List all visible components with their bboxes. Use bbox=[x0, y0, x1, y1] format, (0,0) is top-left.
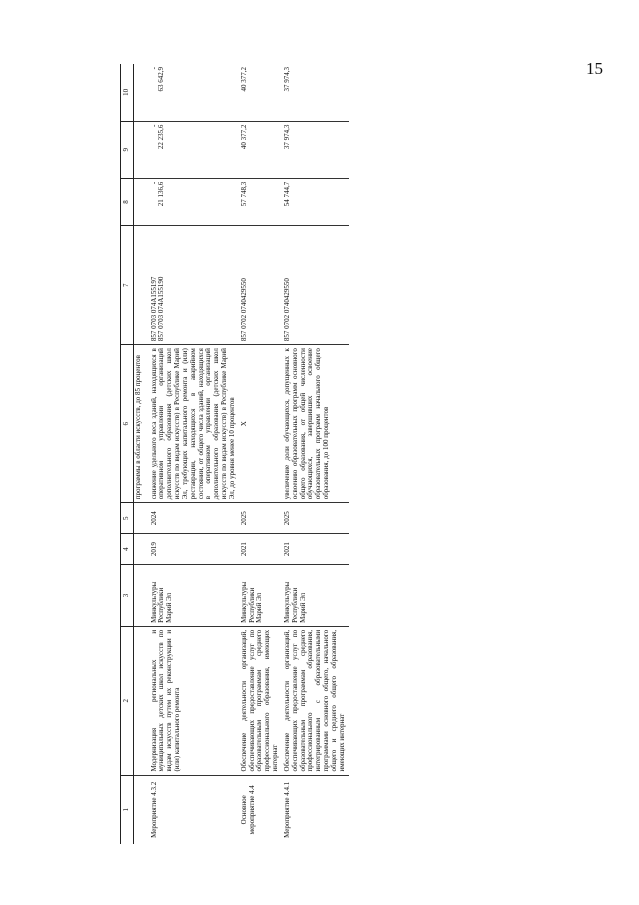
column-header: 3 bbox=[121, 565, 134, 627]
start-year-cell: 2019 bbox=[149, 534, 239, 565]
table-cell bbox=[133, 64, 148, 121]
amount-cell: - 21 136,6 bbox=[149, 178, 239, 226]
budget-code-cell: 857 0702 0740429550 bbox=[239, 226, 282, 345]
column-header: 5 bbox=[121, 503, 134, 534]
header-row bbox=[121, 64, 134, 844]
table-cell bbox=[133, 178, 148, 226]
table-cell bbox=[133, 226, 148, 345]
executor-cell: Минкультуры Республики Марий Эл bbox=[149, 565, 239, 627]
amount-cell: 37 974,3 bbox=[282, 64, 349, 121]
table-cell bbox=[133, 503, 148, 534]
amount-cell: 57 748,3 bbox=[239, 178, 282, 226]
end-year-cell: 2025 bbox=[239, 503, 282, 534]
start-year-cell: 2021 bbox=[239, 534, 282, 565]
column-header: 4 bbox=[121, 534, 134, 565]
amount-cell: 40 377,2 bbox=[239, 64, 282, 121]
column-header: 7 bbox=[121, 226, 134, 345]
column-header: 1 bbox=[121, 775, 134, 844]
amount-cell: - 63 642,9 bbox=[149, 64, 239, 121]
program-table bbox=[120, 64, 349, 844]
event-id-cell: Основное мероприятие 4.4 bbox=[239, 785, 256, 835]
executor-cell: Минкультуры Республики Марий Эл bbox=[239, 565, 282, 627]
table-row bbox=[282, 64, 349, 844]
budget-code-cell: 857 0703 074A155197 857 0703 074A155190 bbox=[149, 226, 239, 345]
event-id-cell: Мероприятие 4.4.1 bbox=[282, 781, 291, 838]
amount-cell: 54 744,7 bbox=[282, 178, 349, 226]
event-name-cell: Обеспечение деятельности организаций, обеспечивающих предоставление услуг по образовательным программам среднего профессионального образования, интегрированным с образовательными программами основного общего, начального общего и среднего общего образования, имеющих интернат bbox=[282, 626, 349, 775]
table-cell bbox=[133, 121, 148, 178]
executor-cell: Минкультуры Республики Марий Эл bbox=[282, 565, 349, 627]
end-year-cell: 2025 bbox=[282, 503, 349, 534]
amount-cell: 37 974,3 bbox=[282, 121, 349, 178]
amount-cell: 40 377,2 bbox=[239, 121, 282, 178]
indicator-cell: увеличение доли обучающихся, допущенных к освоению образовательных программ основного общего образования, от общей численности обучающихся, завершивших освоение образовательных программ начального общего образования, до 100 процентов bbox=[282, 345, 349, 503]
amount-cell: - 22 235,6 bbox=[149, 121, 239, 178]
continuation-row bbox=[133, 64, 148, 844]
column-header: 2 bbox=[121, 626, 134, 775]
column-header: 10 bbox=[121, 64, 134, 121]
indicator-cell: снижение удельного веса зданий, находящихся в оперативном управлении организаций дополнительного образования (детских школ искусств по видам искусств) в Республике Марий Эл, требующих капитального ремонта и (или) реставрации, находящихся в аварийном состоянии, от общего числа зданий, находящихся в оперативном управлении организаций дополнительного образования (детских школ искусств по видам искусств) в Республике Марий Эл, до уровня менее 10 процентов bbox=[149, 345, 239, 503]
indicator-cell: Х bbox=[239, 345, 282, 503]
start-year-cell: 2021 bbox=[282, 534, 349, 565]
rotated-table-container bbox=[120, 64, 520, 844]
column-header: 8 bbox=[121, 178, 134, 226]
table-cell bbox=[133, 565, 148, 627]
table-row bbox=[149, 64, 239, 844]
table-row bbox=[239, 64, 282, 844]
event-name-cell: Обеспечение деятельности организаций, обеспечивающих предоставление услуг по образовательным программам среднего профессионального образования, имеющих интернат bbox=[239, 626, 282, 775]
budget-code-cell: 857 0702 0740429550 bbox=[282, 226, 349, 345]
column-header: 9 bbox=[121, 121, 134, 178]
event-name-cell: Модернизация региональных и муниципальных детских школ искусств по видам искусств путем их реконструкции и (или) капитального ремонта bbox=[149, 626, 239, 775]
column-header: 6 bbox=[121, 345, 134, 503]
end-year-cell: 2024 bbox=[149, 503, 239, 534]
table-cell bbox=[133, 534, 148, 565]
indicator-cell: программы в области искусств, до 85 процентов bbox=[133, 345, 148, 503]
page-number: 15 bbox=[586, 59, 603, 78]
table-cell bbox=[133, 775, 148, 844]
table-cell bbox=[133, 626, 148, 775]
event-id-cell: Мероприятие 4.3.2 bbox=[149, 781, 158, 838]
